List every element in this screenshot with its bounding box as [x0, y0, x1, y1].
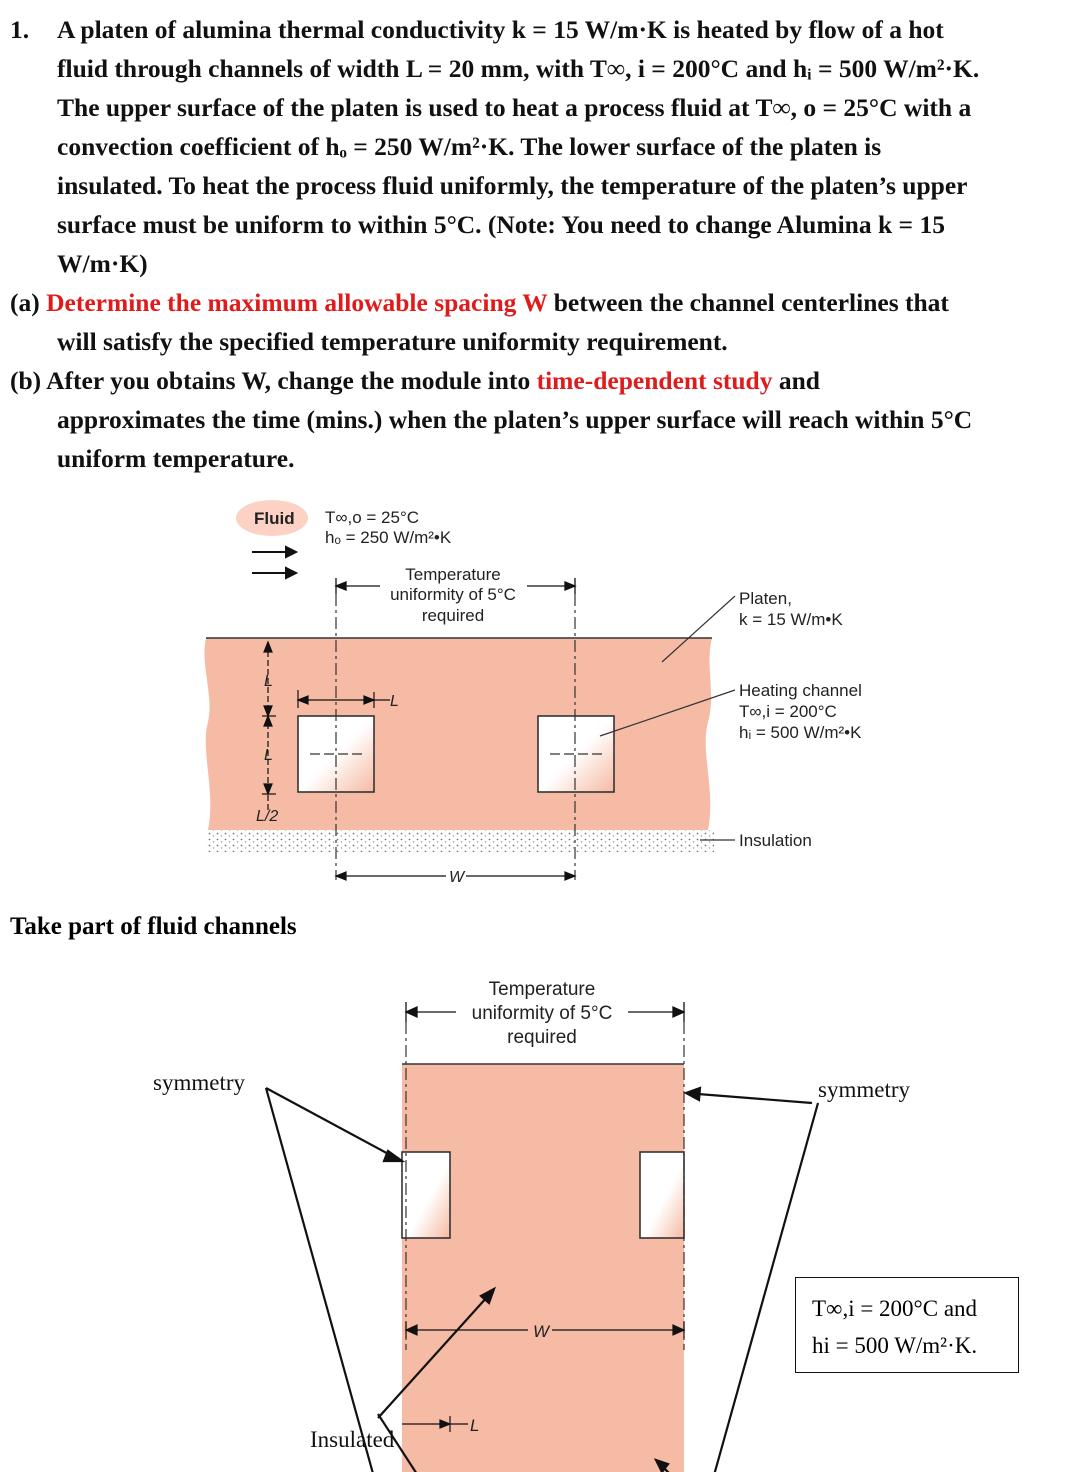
dim-l-half: L/2	[256, 808, 279, 825]
insulation-label: Insulation	[739, 831, 812, 850]
statement-line: convection coefficient of hₒ = 250 W/m²·K. The lower surface of the platen is	[57, 132, 882, 161]
uniformity-label-1: Temperature	[405, 565, 501, 584]
section-title: Take part of fluid channels	[10, 913, 297, 940]
channel-label-2: T∞,i = 200°C	[739, 702, 837, 721]
part-a-rest: between the channel centerlines that	[547, 288, 949, 317]
part-b-line3: uniform temperature.	[57, 444, 295, 473]
symmetry-label-right: symmetry	[818, 1077, 910, 1102]
part-b-line2: approximates the time (mins.) when the platen’s upper surface will reach within 5°C	[57, 405, 973, 434]
uniformity2-label-1: Temperature	[488, 979, 596, 1000]
uniformity2-label-3: required	[507, 1027, 577, 1048]
channel-conditions-line2: hi = 500 W/m²·K.	[812, 1333, 978, 1358]
part-b-highlight: time-dependent study	[536, 366, 773, 395]
t-outer-label: T∞,o = 25°C	[325, 508, 420, 527]
dim-l-mid: L	[264, 747, 273, 764]
part-b-label: (b) After you obtains W, change the module into	[10, 366, 537, 395]
part-a-line2: will satisfy the specified temperature uniformity requirement.	[57, 327, 728, 356]
platen-label-1: Platen,	[739, 589, 792, 608]
statement-line: insulated. To heat the process fluid uniformly, the temperature of the platen’s upper	[57, 171, 968, 200]
h-outer-label: hₒ = 250 W/m²•K	[325, 528, 452, 547]
dim-l-horizontal: L	[390, 693, 399, 710]
channel-label-3: hᵢ = 500 W/m²•K	[739, 723, 862, 742]
statement-line: surface must be uniform to within 5°C. (Note: You need to change Alumina k = 15	[57, 210, 945, 239]
channel-conditions-box	[795, 1277, 1019, 1373]
statement-line: The upper surface of the platen is used to heat a process fluid at T∞, o = 25°C with a	[57, 93, 972, 122]
insulated-label: Insulated	[310, 1427, 395, 1452]
dim-w: W	[449, 869, 465, 886]
problem-number: 1.	[10, 15, 30, 44]
platen-label-2: k = 15 W/m•K	[739, 610, 843, 629]
uniformity-label-2: uniformity of 5°C	[390, 585, 516, 604]
statement-line: W/m·K)	[57, 249, 148, 278]
part-b-rest: and	[772, 366, 820, 395]
uniformity2-label-2: uniformity of 5°C	[471, 1003, 613, 1024]
statement-line: A platen of alumina thermal conductivity k = 15 W/m·K is heated by flow of a hot	[57, 15, 944, 44]
channel-conditions-line1: T∞,i = 200°C and	[812, 1296, 978, 1321]
uniformity-label-3: required	[421, 606, 485, 625]
channel-label-1: Heating channel	[739, 681, 862, 700]
fluid-label: Fluid	[254, 509, 295, 528]
symmetry-label-left: symmetry	[153, 1070, 245, 1095]
dim2-l: L	[470, 1416, 480, 1435]
dim2-w: W	[533, 1322, 550, 1341]
part-a-label: (a)	[10, 288, 40, 317]
statement-line: fluid through channels of width L = 20 mm, with T∞, i = 200°C and hᵢ = 500 W/m²·K.	[57, 54, 980, 83]
part-a-highlight: Determine the maximum allowable spacing W	[46, 288, 548, 317]
dim-l-top: L	[264, 673, 273, 690]
